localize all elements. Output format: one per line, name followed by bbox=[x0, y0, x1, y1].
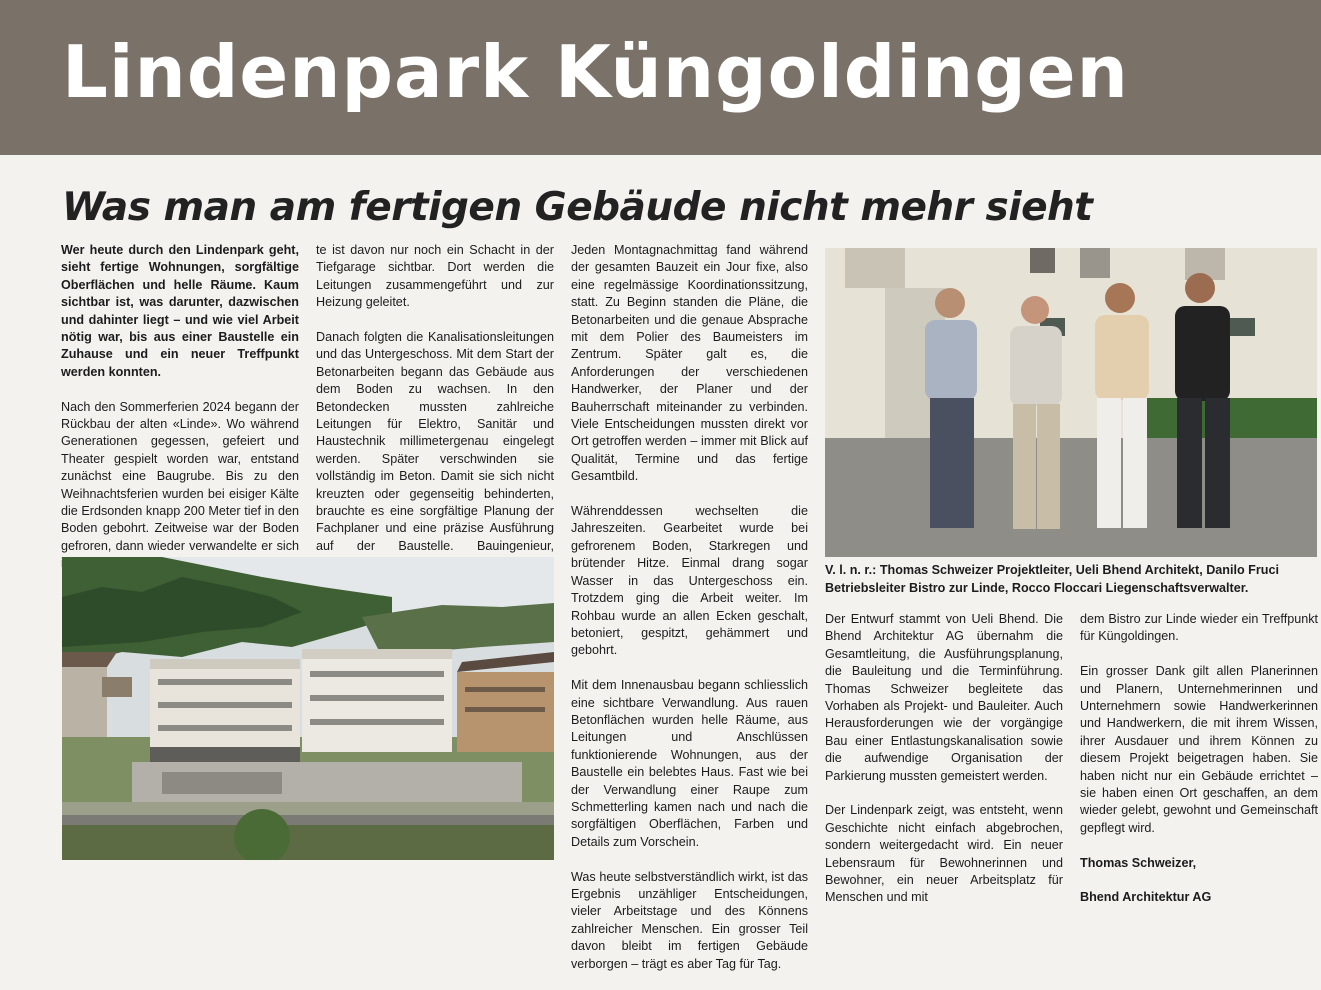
article-headline: Was man am fertigen Gebäude nicht mehr sieht bbox=[62, 185, 1093, 230]
photo-caption: V. l. n. r.: Thomas Schweizer Projektleiter, Ueli Bhend Architekt, Danilo Fruci Betriebsleiter Bistro zur Linde, Rocco Floccari Liegenschaftsverwalter. bbox=[825, 563, 1279, 595]
text-column-4 bbox=[825, 611, 1063, 924]
paragraph-3: Jeden Montagnachmittag fand während der gesamten Bauzeit ein Jour fixe, also eine regelmässige Koordinationssitzung, statt. Zu Beginn standen die Pläne, die Betonarbeiten und die genaue Absprache mit dem Polier des Baumeisters im Zentrum. Später galt es, die Anforderungen der verschiedenen Handwerker, der Planer und der Bauherrschaft miteinander zu verbinden. Viele Entscheidungen mussten direkt vor Ort getroffen werden – immer mit Blick auf Qualität, Termine und das fertige Gesamtbild. bbox=[571, 243, 808, 484]
team-photo bbox=[825, 248, 1317, 557]
article-lead: Wer heute durch den Lindenpark geht, sieht fertige Wohnungen, sorgfältige Oberflächen und helle Räume. Kaum sichtbar ist, was darunter, dazwischen und dahinter liegt – und wie viel Arbeit nötig war, bis aus einer Baustelle ein Zuhause und ein neuer Treffpunkt werden konnten. bbox=[61, 243, 299, 379]
paragraph-2: Danach folgten die Kanalisationsleitungen und das Untergeschoss. Mit dem Start der Betonarbeiten begann das Gebäude aus dem Boden zu wachsen. In den Betondecken mussten zahlreiche Leitungen für Elektro, Sanitär und Haustechnik millimetergenau eingelegt werden. Später verschwinden sie vollständig im Beton. Damit sie sich nicht kreuzten oder gegenseitig behinderten, brauchte es eine sorgfältige Planung der Fachplaner und eine präzise Ausführung auf der Baustelle. Bauingenieur, bbox=[316, 330, 554, 553]
paragraph-8-continued: dem Bistro zur Linde wieder ein Treffpunkt für Küngoldingen. bbox=[1080, 612, 1318, 644]
paragraph-8: Der Lindenpark zeigt, was entsteht, wenn Geschichte nicht einfach abgebrochen, sondern weitergedacht wird. Ein neuer Lebensraum für Bewohnerinnen und Bewohner, ein neuer Arbeitsplatz für Menschen und mit bbox=[825, 803, 1063, 905]
paragraph-7: Der Entwurf stammt von Ueli Bhend. Die Bhend Architektur AG übernahm die Gesamtleitung, die Ausführungsplanung, die Bauleitung und die Terminführung. Thomas Schweizer begleitete das Vorhaben als Projekt- und Bauleiter. Auch Herausforderungen wie der vorgängige Bau einer Entlastungskanalisation sowie die aufwendige Organisation der Parkierung mussten gemeistert werden. bbox=[825, 612, 1063, 783]
text-column-1 bbox=[61, 242, 299, 590]
paragraph-1: Nach den Sommerferien 2024 begann der Rückbau der alten «Linde». Wo während Generationen gegessen, gefeiert und Theater gespielt worden war, entstand zunächst eine Baugrube. Bis zu den Weihnachtsferien wurden bei eisiger Kälte die Erdsonden knapp 200 Meter tief in den Boden gebohrt. Zeitweise war der Boden gefroren, dann wieder verwandelte er sich bbox=[61, 399, 299, 553]
building-photo bbox=[62, 557, 554, 860]
text-column-2 bbox=[316, 242, 554, 608]
paragraph-6: Was heute selbstverständlich wirkt, ist das Ergebnis unzähliger Entscheidungen, vieler Arbeitstage und des Könnens zahlreicher Menschen. Ein grosser Teil davon bleibt im fertigen Gebäude verborgen – trägt es aber Tag für Tag. bbox=[571, 869, 808, 971]
paragraph-9: Ein grosser Dank gilt allen Planerinnen und Planern, Unternehmerinnen und Unternehmern sowie Handwerkerinnen und Handwerkern, die mit ihrem Wissen, ihrer Ausdauer und ihrem Können zu diesem Projekt beigetragen haben. Sie haben nicht nur ein Gebäude errichtet – sie haben einen Ort geschaffen, an dem wieder gelebt, gewohnt und Gemeinschaft gepflegt wird. bbox=[1080, 664, 1318, 835]
signature-company: Bhend Architektur AG bbox=[1080, 890, 1212, 905]
masthead-banner bbox=[0, 0, 1321, 155]
paragraph-5: Mit dem Innenausbau begann schliesslich eine sichtbare Verwandlung. Aus rauen Betonflächen wurden helle Räume, aus Leitungen und Anschlüssen funktionierende Wohnungen, aus der Baustelle ein belebtes Haus. Fast wie bei der Verwandlung einer Raupe zum Schmetterling kamen nach und nach die sorgfältigen Oberflächen, Farben und Details zum Vorschein. bbox=[571, 678, 808, 849]
paragraph-1-continued: te ist davon nur noch ein Schacht in der Tiefgarage sichtbar. Dort werden die Leitungen zusammengeführt und zur Heizung geleitet. bbox=[316, 243, 554, 310]
text-column-5 bbox=[1080, 611, 1318, 924]
signature-name: Thomas Schweizer, bbox=[1080, 855, 1197, 870]
masthead-title: Lindenpark Küngoldingen bbox=[62, 30, 1129, 114]
paragraph-4: Währenddessen wechselten die Jahreszeiten. Gearbeitet wurde bei gefrorenem Boden, Starkregen und brütender Hitze. Einmal drang sogar Wasser in das Untergeschoss ein. Trotzdem ging die Arbeit weiter. Im Rohbau wurde an allen Ecken geschalt, betoniert, gespitzt, gehämmert und gebohrt. bbox=[571, 504, 808, 658]
text-column-3 bbox=[571, 242, 808, 990]
